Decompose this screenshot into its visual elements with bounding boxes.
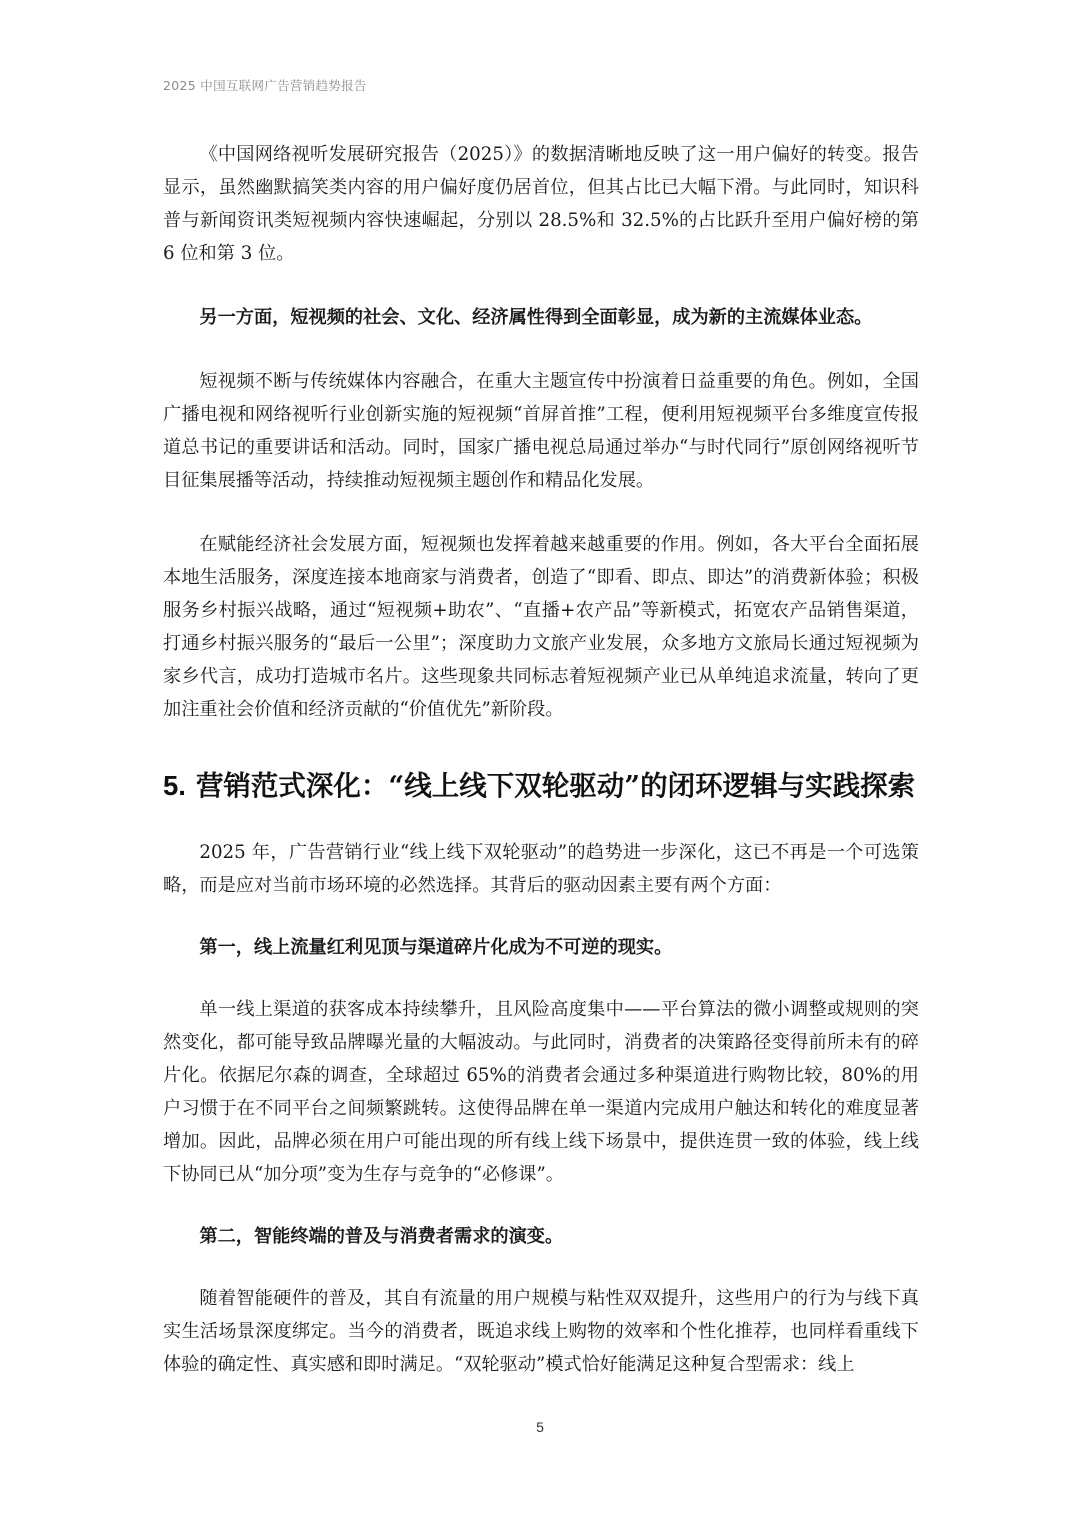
paragraph-first-driver-lead: 第一，线上流量红利见顶与渠道碎片化成为不可逆的现实。 bbox=[199, 937, 673, 958]
paragraph-report-data: 《中国网络视听发展研究报告（2025）》的数据清晰地反映了这一用户偏好的转变。报告显示，虽然幽默搞笑类内容的用户偏好度仍居首位，但其占比已大幅下滑。与此同时，知识科普与新闻资讯类短视频内容快速崛起，分别以 28.5%和 32.5%的占比跃升至用户偏好榜的第 6 位和第 3 位。 bbox=[163, 144, 919, 264]
section-heading bbox=[163, 766, 919, 806]
running-header: 2025 中国互联网广告营销趋势报告 bbox=[163, 78, 367, 93]
paragraph-second-driver-lead: 第二，智能终端的普及与消费者需求的演变。 bbox=[199, 1226, 564, 1247]
paragraph-media-attribute-lead: 另一方面，短视频的社会、文化、经济属性得到全面彰显，成为新的主流媒体业态。 bbox=[199, 307, 873, 328]
section-title: 营销范式深化：“线上线下双轮驱动”的闭环逻辑与实践探索 bbox=[195, 770, 916, 802]
page-number: 5 bbox=[536, 1419, 544, 1435]
paragraph-mainstream-media: 短视频不断与传统媒体内容融合，在重大主题宣传中扮演着日益重要的角色。例如，全国广播电视和网络视听行业创新实施的短视频“首屏首推”工程，便利用短视频平台多维度宣传报道总书记的重要讲话和活动。同时，国家广播电视总局通过举办“与时代同行”原创网络视听节目征集展播等活动，持续推动短视频主题创作和精品化发展。 bbox=[163, 371, 919, 491]
document-body bbox=[163, 138, 919, 1381]
paragraph-first-driver-detail: 单一线上渠道的获客成本持续攀升，且风险高度集中——平台算法的微小调整或规则的突然变化，都可能导致品牌曝光量的大幅波动。与此同时，消费者的决策路径变得前所未有的碎片化。依据尼尔森的调查，全球超过 65%的消费者会通过多种渠道进行购物比较，80%的用户习惯于在不同平台之间频繁跳转。这使得品牌在单一渠道内完成用户触达和转化的难度显著增加。因此，品牌必须在用户可能出现的所有线上线下场景中，提供连贯一致的体验，线上线下协同已从“加分项”变为生存与竞争的“必修课”。 bbox=[163, 999, 919, 1185]
paragraph-dual-drive-intro: 2025 年，广告营销行业“线上线下双轮驱动”的趋势进一步深化，这已不再是一个可选策略，而是应对当前市场环境的必然选择。其背后的驱动因素主要有两个方面： bbox=[163, 842, 919, 896]
paragraph-second-driver-detail: 随着智能硬件的普及，其自有流量的用户规模与粘性双双提升，这些用户的行为与线下真实生活场景深度绑定。当今的消费者，既追求线上购物的效率和个性化推荐，也同样看重线下体验的确定性、真实感和即时满足。“双轮驱动”模式恰好能满足这种复合型需求：线上 bbox=[163, 1288, 919, 1375]
section-number: 5. bbox=[163, 770, 186, 801]
paragraph-economic-empowerment: 在赋能经济社会发展方面，短视频也发挥着越来越重要的作用。例如，各大平台全面拓展本地生活服务，深度连接本地商家与消费者，创造了“即看、即点、即达”的消费新体验；积极服务乡村振兴战略，通过“短视频+助农”、“直播+农产品”等新模式，拓宽农产品销售渠道，打通乡村振兴服务的“最后一公里”；深度助力文旅产业发展，众多地方文旅局长通过短视频为家乡代言，成功打造城市名片。这些现象共同标志着短视频产业已从单纯追求流量，转向了更加注重社会价值和经济贡献的“价值优先”新阶段。 bbox=[163, 534, 919, 720]
